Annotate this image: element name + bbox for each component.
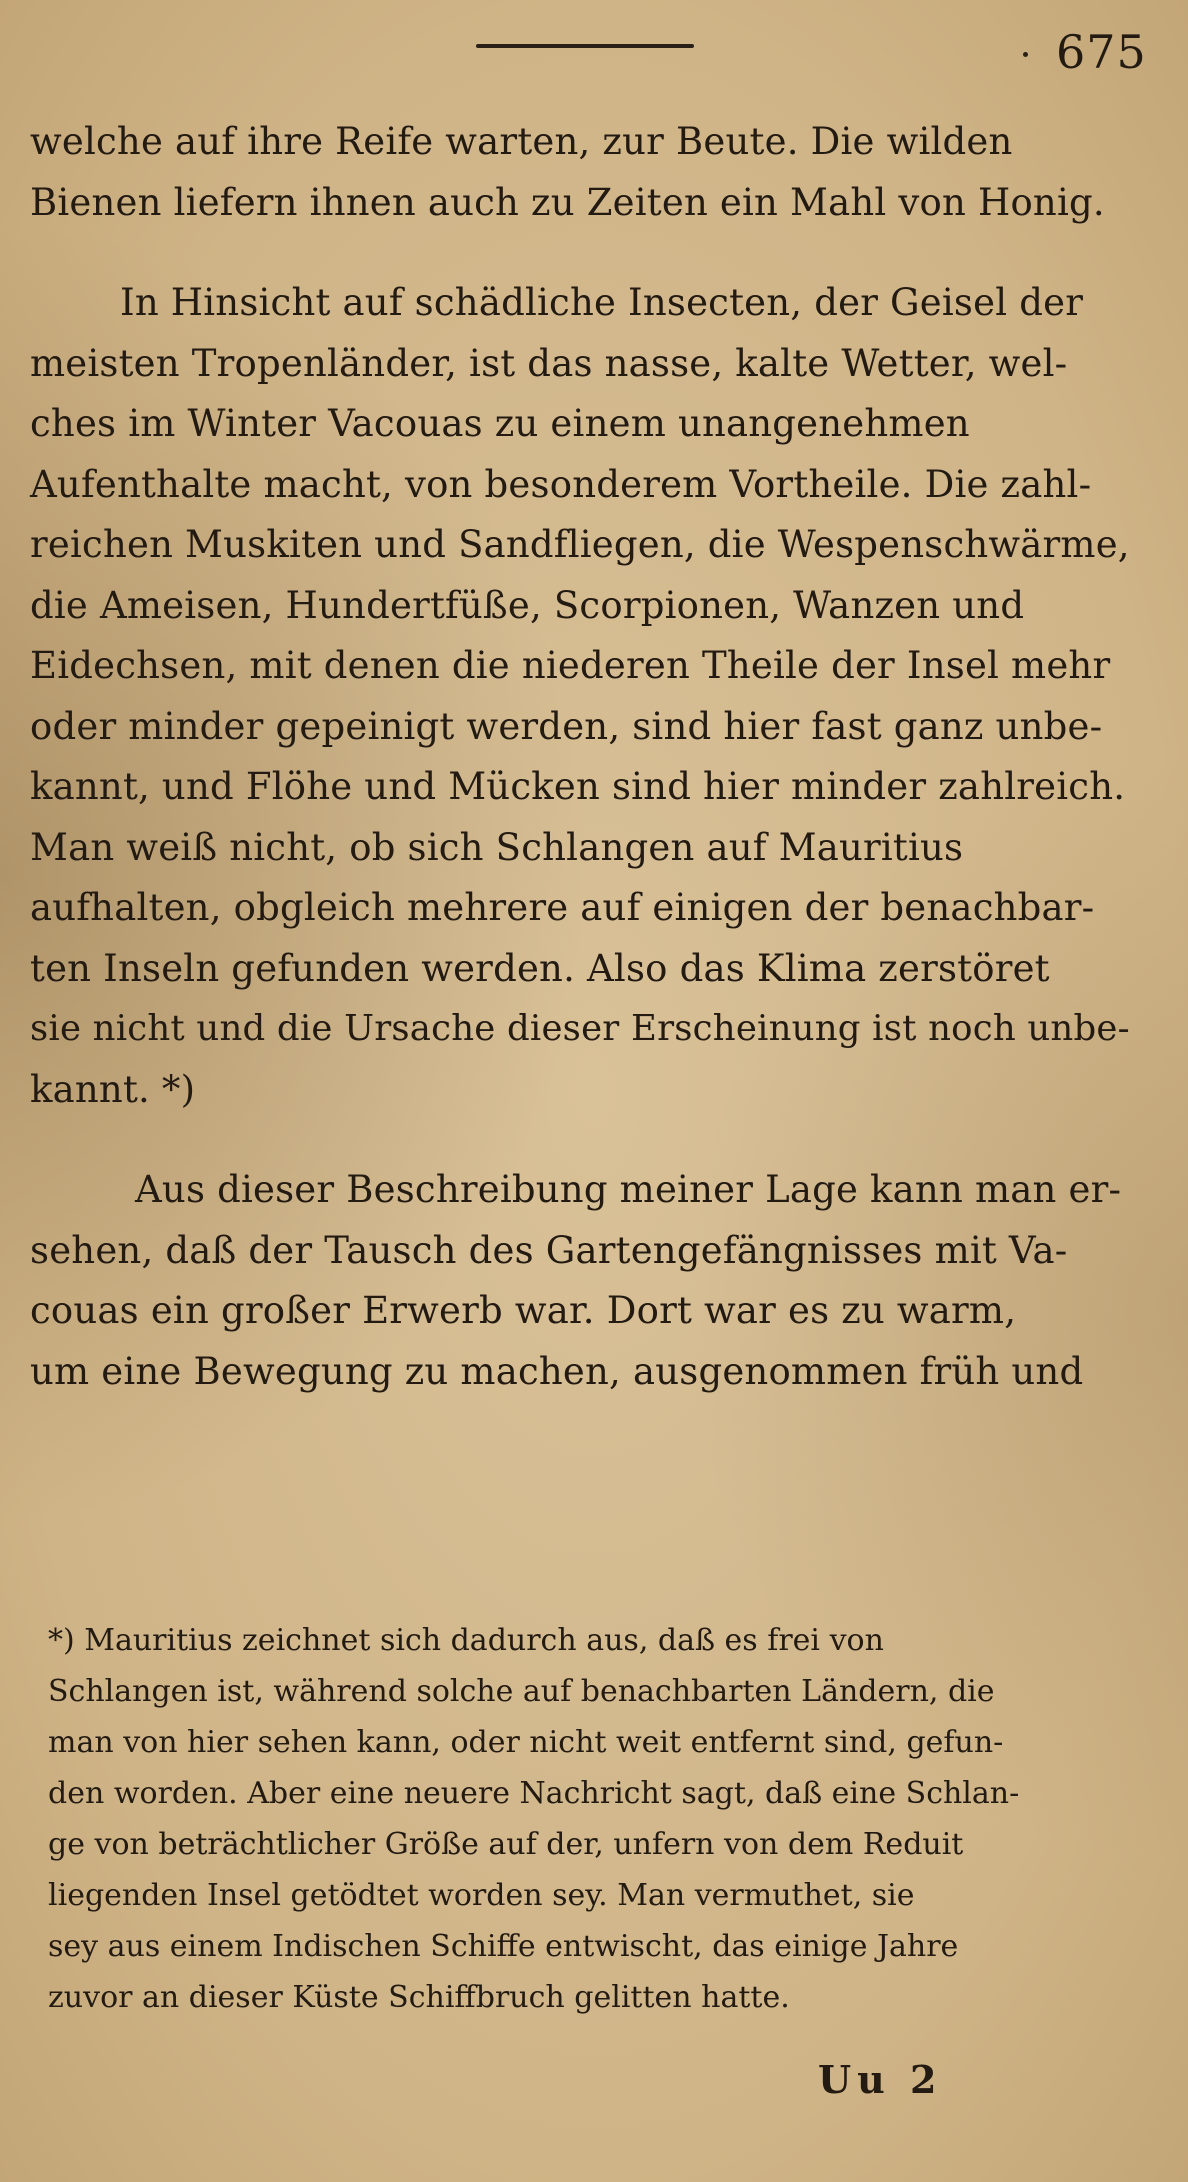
footnote-line: sey aus einem Indischen Schiffe entwischt, das einige Jahre xyxy=(48,1929,959,1964)
body-line: kannt, und Flöhe und Mücken sind hier minder zahlreich. xyxy=(30,765,1126,808)
body-line: kannt. *) xyxy=(30,1067,196,1111)
body-line: sie nicht und die Ursache dieser Erscheinung ist noch unbe- xyxy=(30,1008,1130,1049)
body-line: welche auf ihre Reife warten, zur Beute. Die wilden xyxy=(30,120,1013,163)
printer-signature: Uu 2 xyxy=(818,2057,943,2102)
body-text xyxy=(30,112,1140,1402)
footnote-line: den worden. Aber eine neuere Nachricht sagt, daß eine Schlan- xyxy=(48,1776,1020,1811)
body-line: Aufenthalte macht, von besonderem Vortheile. Die zahl- xyxy=(30,462,1092,506)
footnote-line: ge von beträchtlicher Größe auf der, unfern von dem Reduit xyxy=(48,1827,964,1862)
body-line: In Hinsicht auf schädliche Insecten, der Geisel der xyxy=(120,281,1084,324)
body-line: um eine Bewegung zu machen, ausgenommen früh und xyxy=(30,1349,1084,1393)
body-line: ten Inseln gefunden werden. Also das Klima zerstöret xyxy=(30,946,1050,990)
body-line: meisten Tropenländer, ist das nasse, kalte Wetter, wel- xyxy=(30,341,1068,385)
paragraph-gap xyxy=(30,1120,1140,1160)
paragraph-gap xyxy=(30,233,1140,273)
footnote-line: man von hier sehen kann, oder nicht weit entfernt sind, gefun- xyxy=(48,1725,1004,1760)
page-number: 675 xyxy=(1056,25,1147,79)
body-line: couas ein großer Erwerb war. Dort war es zu warm, xyxy=(30,1289,1017,1332)
header-dot xyxy=(1023,52,1028,57)
body-line: ches im Winter Vacouas zu einem unangenehmen xyxy=(30,402,970,445)
footnote-line: Schlangen ist, während solche auf benachbarten Ländern, die xyxy=(48,1674,995,1709)
body-line: Man weiß nicht, ob sich Schlangen auf Mauritius xyxy=(30,825,964,869)
body-line: reichen Muskiten und Sandfliegen, die Wespenschwärme, xyxy=(30,523,1130,566)
body-line: Eidechsen, mit denen die niederen Theile der Insel mehr xyxy=(30,644,1111,687)
body-line: aufhalten, obgleich mehrere auf einigen der benachbar- xyxy=(30,886,1095,929)
footnote xyxy=(48,1615,1148,2023)
body-line: oder minder gepeinigt werden, sind hier fast ganz unbe- xyxy=(30,704,1103,748)
body-line: Aus dieser Beschreibung meiner Lage kann man er- xyxy=(135,1168,1122,1211)
body-line: die Ameisen, Hundertfüße, Scorpionen, Wanzen und xyxy=(30,583,1025,627)
footnote-line: liegenden Insel getödtet worden sey. Man vermuthet, sie xyxy=(48,1878,915,1913)
body-line: sehen, daß der Tausch des Gartengefängnisses mit Va- xyxy=(30,1228,1068,1272)
footnote-line: zuvor an dieser Küste Schiffbruch gelitten hatte. xyxy=(48,1980,790,2015)
footnote-line: *) Mauritius zeichnet sich dadurch aus, daß es frei von xyxy=(48,1623,884,1658)
body-line: Bienen liefern ihnen auch zu Zeiten ein Mahl von Honig. xyxy=(30,180,1105,224)
header-rule xyxy=(476,44,694,48)
